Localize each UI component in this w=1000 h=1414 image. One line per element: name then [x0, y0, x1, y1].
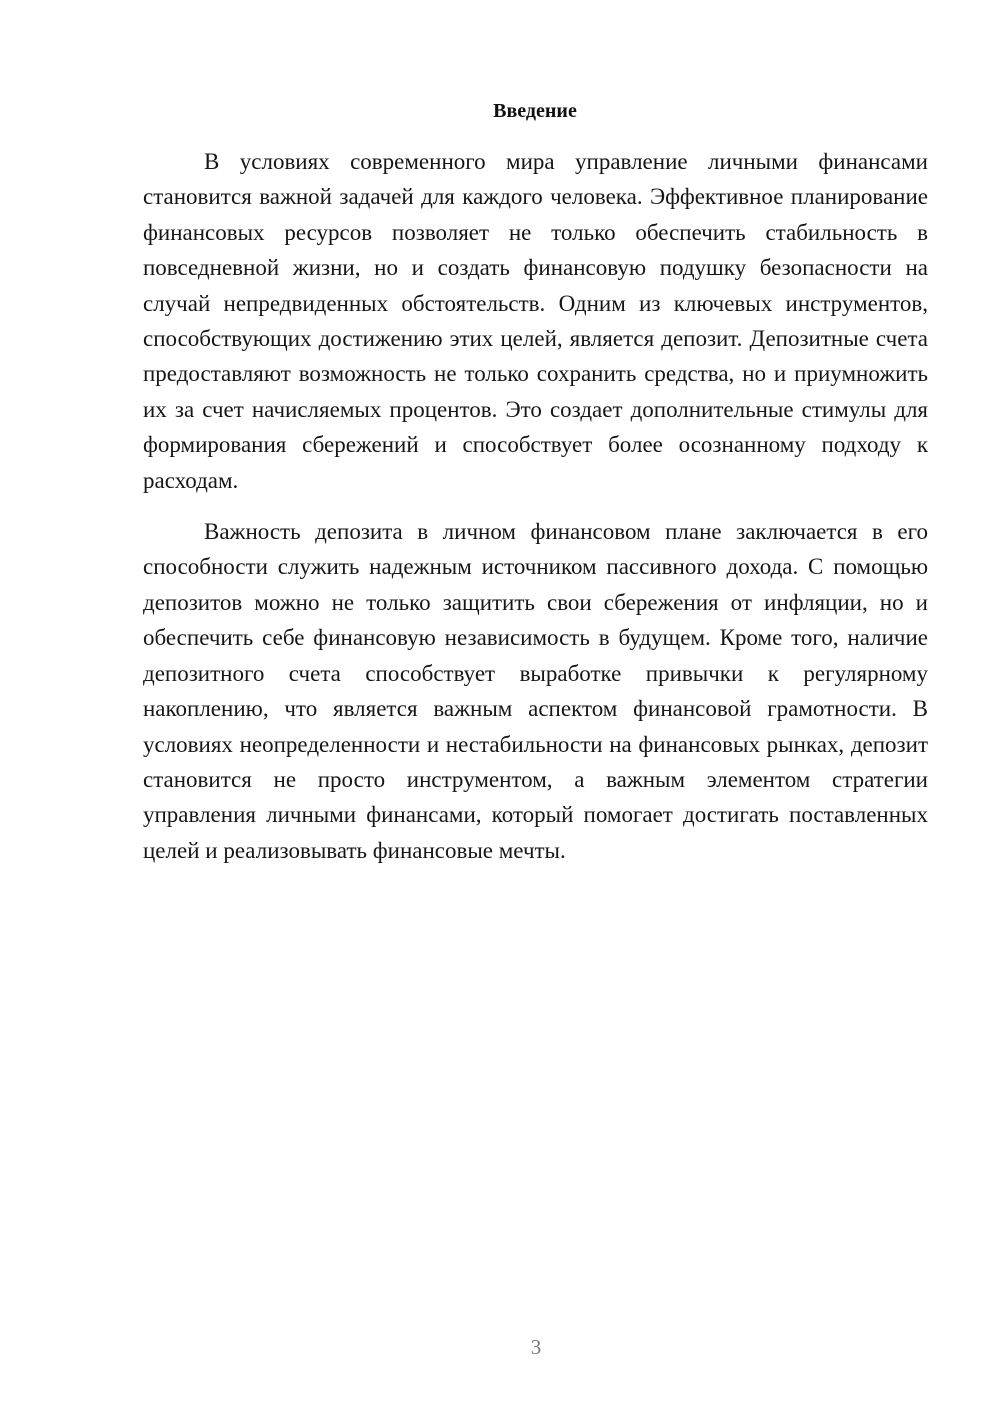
body-text — [143, 144, 928, 868]
paragraph-1: В условиях современного мира управление личными финансами становится важной задачей для каждого человека. Эффективное планирование финансовых ресурсов позволяет не только обеспечить стабильность в повседневной жизни, но и создать финансовую подушку безопасности на случай непредвиденных обстоятельств. Одним из ключевых инструментов, способствующих достижению этих целей, является депозит. Депозитные счета предоставляют возможность не только сохранить средства, но и приумножить их за счет начисляемых процентов. Это создает дополнительные стимулы для формирования сбережений и способствует более осознанному подходу к расходам. — [143, 149, 928, 493]
paragraph-2: Важность депозита в личном финансовом плане заключается в его способности служить надежным источником пассивного дохода. С помощью депозитов можно не только защитить свои сбережения от инфляции, но и обеспечить себе финансовую независимость в будущем. Кроме того, наличие депозитного счета способствует выработке привычки к регулярному накоплению, что является важным аспектом финансовой грамотности. В условиях неопределенности и нестабильности на финансовых рынках, депозит становится не просто инструментом, а важным элементом стратегии управления личными финансами, который помогает достигать поставленных целей и реализовывать финансовые мечты. — [143, 519, 928, 863]
section-title: Введение — [493, 100, 577, 122]
page-number: 3 — [530, 1335, 542, 1359]
